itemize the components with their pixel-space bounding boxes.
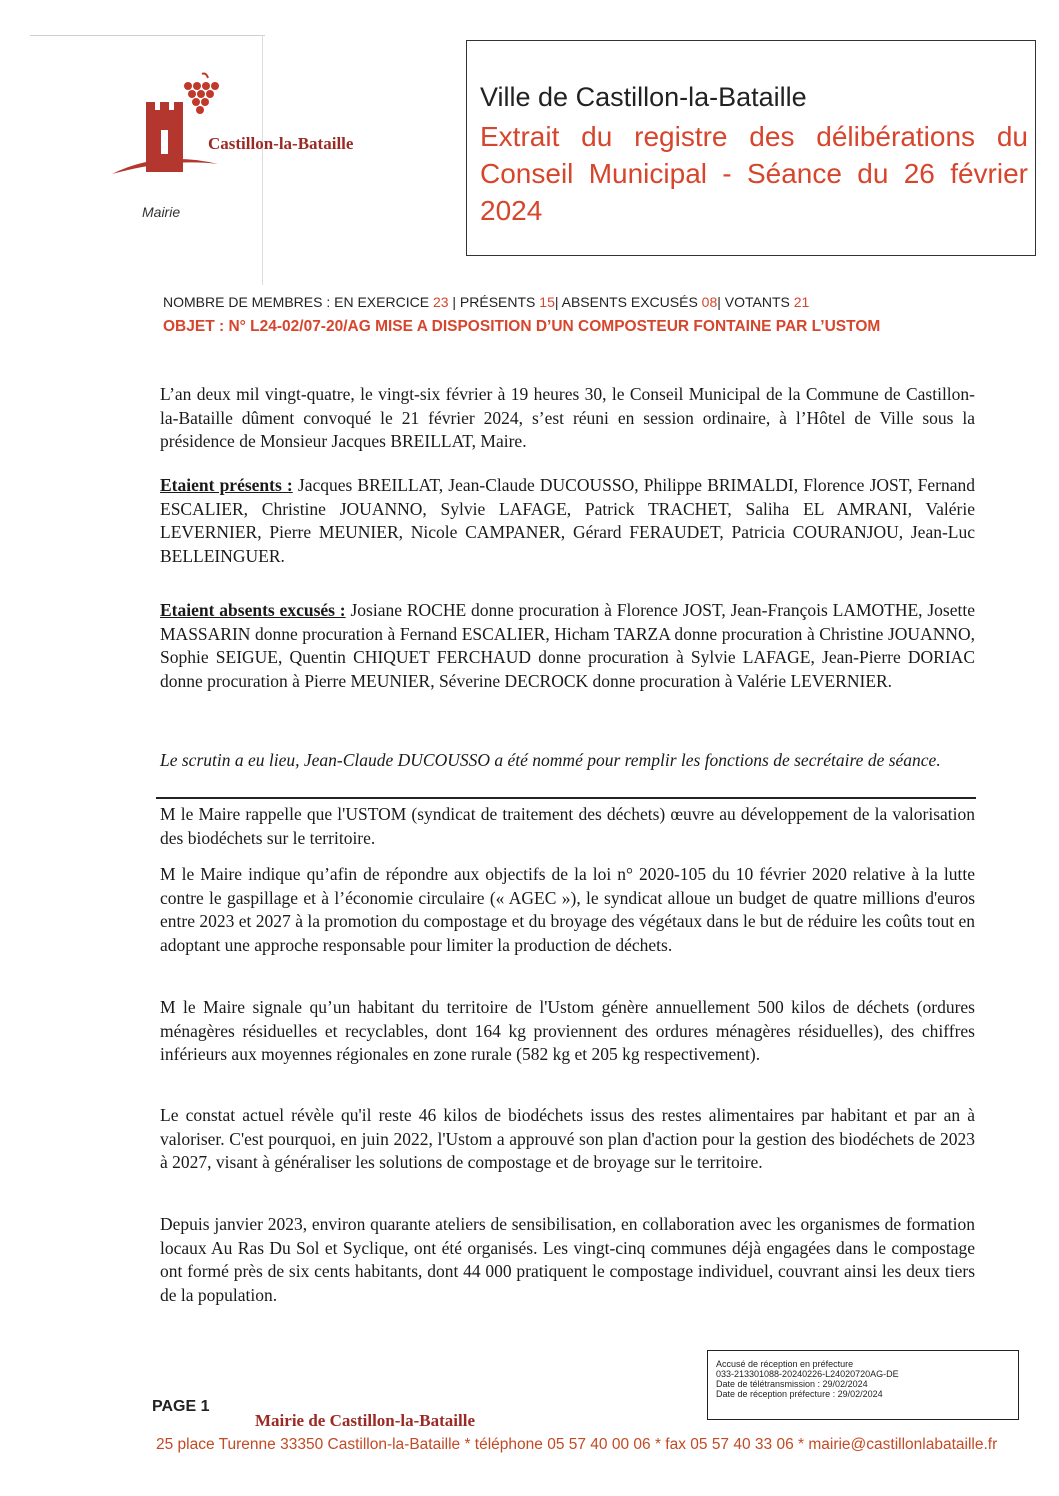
absents-list: Josiane ROCHE donne procuration à Florence JOST, Jean-François LAMOTHE, Josette MASSARIN donne procuration à Fernand ESCALIER, Hicham TARZA donne procuration à Christine JOUANNO, Sophie SEIGUE, Quentin CHIQUET FERCHAUD donne procuration à Sylvie LAFAGE, Jean-Pierre DORIAC donne procuration à Pierre MEUNIER, Séverine DECROCK donne procuration à Valérie LEVERNIER. <box>160 600 976 691</box>
deliberation-object: OBJET : N° L24-02/07-20/AG MISE A DISPOSITION D’UN COMPOSTEUR FONTAINE PAR L’USTOM <box>163 318 881 335</box>
section-divider <box>156 797 976 799</box>
body-paragraph: Depuis janvier 2023, environ quarante ateliers de sensibilisation, en collaboration avec les organismes de formation locaux Au Ras Du Sol et Syclique, ont été organisés. Les vingt-cinq communes déjà engagées dans le compostage ont formé près de six cents habitants, dont 44 000 pratiquent le compostage individuel, couvrant ainsi les deux tiers de la population. <box>160 1214 975 1305</box>
scrutin-paragraph: Le scrutin a eu lieu, Jean-Claude DUCOUSSO a été nommé pour remplir les fonctions de secrétaire de séance. <box>160 750 941 770</box>
town-logo <box>110 72 430 232</box>
stamp-line: Accusé de réception en préfecture <box>716 1359 854 1369</box>
stamp-line: Date de télétransmission : 29/02/2024 <box>716 1379 868 1389</box>
header-city: Ville de Castillon-la-Bataille <box>480 82 807 112</box>
stamp-line: 033-213301088-20240226-L24020720AG-DE <box>716 1369 899 1379</box>
members-total-label: NOMBRE DE MEMBRES : EN EXERCICE <box>163 294 430 310</box>
footer-mairie-name: Mairie de Castillon-la-Bataille <box>255 1411 476 1430</box>
presents-paragraph <box>160 474 975 568</box>
absents-paragraph <box>160 599 975 693</box>
members-present-label: | PRÉSENTS <box>452 294 536 310</box>
members-line <box>163 294 809 310</box>
members-total: 23 <box>432 294 449 310</box>
members-votants: 21 <box>793 294 810 310</box>
page-number: PAGE 1 <box>152 1398 210 1415</box>
intro-paragraph: L’an deux mil vingt-quatre, le vingt-six février à 19 heures 30, le Conseil Municipal de la Commune de Castillon-la-Bataille dûment convoqué le 21 février 2024, s’est réuni en session ordinaire, à l’Hôtel de Ville sous la présidence de Monsieur Jacques BREILLAT, Maire. <box>160 384 975 451</box>
footer-address: 25 place Turenne 33350 Castillon-la-Bataille * téléphone 05 57 40 00 06 * fax 05 57 40 33 06 * mairie@castillonlabataille.fr <box>156 1436 998 1453</box>
prefecture-receipt-stamp <box>707 1350 1019 1420</box>
absents-label: Etaient absents excusés : <box>160 600 346 620</box>
body-paragraph: M le Maire signale qu’un habitant du territoire de l'Ustom génère annuellement 500 kilos de déchets (ordures ménagères résiduelles et recyclables, dont 164 kg proviennent des ordures ménagères résiduelles), des chiffres inférieurs aux moyennes régionales en zone rurale (582 kg et 205 kg respectivement). <box>160 997 975 1064</box>
scan-line <box>30 35 265 36</box>
body-paragraph: M le Maire rappelle que l'USTOM (syndicat de traitement des déchets) œuvre au développement de la valorisation des biodéchets sur le territoire. <box>160 804 975 848</box>
logo-name: Castillon-la-Bataille <box>208 134 354 153</box>
body-paragraph: Le constat actuel révèle qu'il reste 46 kilos de biodéchets issus des restes alimentaires par habitant et par an à valoriser. C'est pourquoi, en juin 2022, l'Ustom a approuvé son plan d'action pour la gestion des biodéchets de 2023 à 2027, visant à généraliser les solutions de compostage et de broyage sur le territoire. <box>160 1105 975 1172</box>
header-title: Extrait du registre des délibérations du Conseil Municipal - Séance du 26 février 2024 <box>480 121 1028 226</box>
logo-subtitle: Mairie <box>142 204 181 220</box>
members-votants-label: | VOTANTS <box>717 294 790 310</box>
stamp-line: Date de réception préfecture : 29/02/2024 <box>716 1389 883 1399</box>
members-present: 15 <box>539 294 555 310</box>
members-absent: 08 <box>701 294 718 310</box>
presents-list: Jacques BREILLAT, Jean-Claude DUCOUSSO, Philippe BRIMALDI, Florence JOST, Fernand ESCALIER, Christine JOUANNO, Sylvie LAFAGE, Patrick TRACHET, Saliha EL AMRANI, Valérie LEVERNIER, Pierre MEUNIER, Nicole CAMPANER, Gérard FERAUDET, Patricia COURANJOU, Jean-Luc BELLEINGUER. <box>160 475 976 566</box>
body-paragraph: M le Maire indique qu’afin de répondre aux objectifs de la loi n° 2020-105 du 10 février 2020 relative à la lutte contre le gaspillage et à l’économie circulaire (« AGEC »), le syndicat alloue un budget de quatre millions d'euros entre 2023 et 2027 à la promotion du compostage et du broyage des végétaux dans le but de réduire les coûts tout en adoptant une approche responsable pour limiter la production de déchets. <box>160 864 975 955</box>
presents-label: Etaient présents : <box>160 475 293 495</box>
members-absent-label: | ABSENTS EXCUSÉS <box>554 294 698 310</box>
